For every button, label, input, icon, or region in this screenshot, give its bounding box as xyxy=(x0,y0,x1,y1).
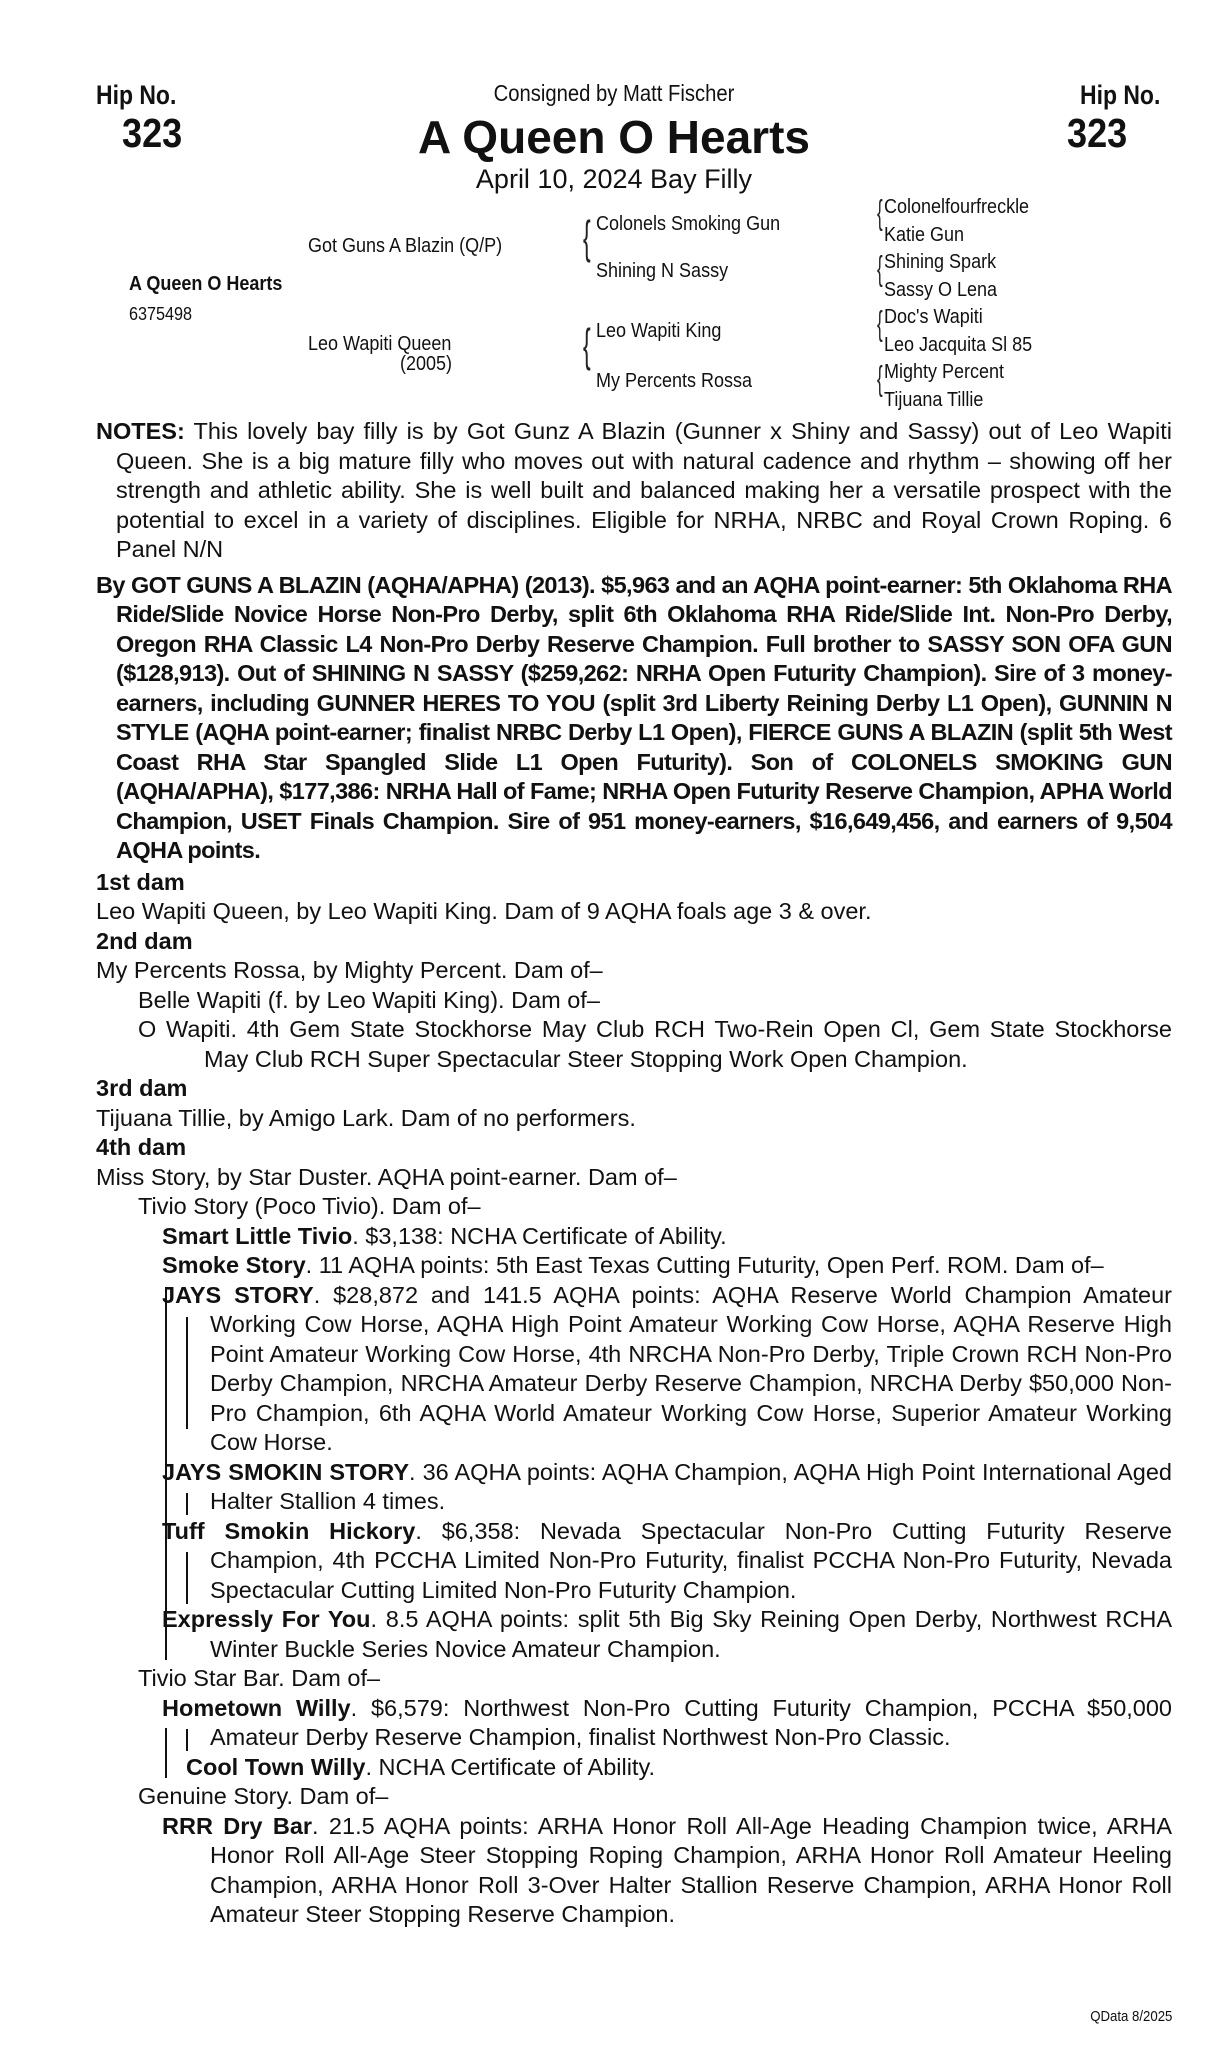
first-dam-text: Leo Wapiti Queen, by Leo Wapiti King. Dam of 9 AQHA foals age 3 & over. xyxy=(96,898,872,924)
pedigree-gen3: Tijuana Tillie xyxy=(884,389,984,411)
record-text: . 21.5 AQHA points: ARHA Honor Roll All-Age Heading Champion twice, ARHA Honor Roll All-Age Steer Stopping Roping Champion, ARHA Honor Roll Amateur Heeling Champion, ARHA Honor Roll 3-Over Halter Stallion Reserve Champion, ARHA Honor Roll Amateur Steer Stopping Reserve Champion. xyxy=(210,1812,1172,1927)
produce-rrr-dry-bar xyxy=(96,1812,1172,1930)
produce-hometown-willy xyxy=(96,1694,1172,1753)
produce-tuff-smokin-hickory xyxy=(96,1517,1172,1606)
pedigree-gen3: Sassy O Lena xyxy=(884,279,998,301)
horse-name-bold: JAYS STORY xyxy=(162,1281,314,1308)
bracket-line xyxy=(186,1317,188,1429)
smoke-story-produce xyxy=(96,1281,1172,1665)
hip-number-right: 323 xyxy=(1067,110,1128,156)
registration-number: 6375498 xyxy=(129,304,193,324)
foaling-info: April 10, 2024 Bay Filly xyxy=(475,164,753,194)
horse-name-bold: Smoke Story xyxy=(162,1252,306,1278)
horse-name-bold: Tuff Smokin Hickory xyxy=(162,1517,416,1544)
produce-smart-little-tivio xyxy=(96,1222,1172,1252)
record-text: . $6,358: Nevada Spectacular Non-Pro Cutting Futurity Reserve Champion, 4th PCCHA Limited Non-Pro Futurity, finalist PCCHA Non-Pro Futurity, Nevada Spectacular Cutting Limited Non-Pro Futurity Champion. xyxy=(210,1517,1172,1603)
record-text: . 8.5 AQHA points: split 5th Big Sky Reining Open Derby, Northwest RCHA Winter Buckle Series Novice Amateur Champion. xyxy=(210,1606,1172,1662)
pedigree-gen3: Colonelfourfreckle xyxy=(884,196,1030,218)
horse-name-bold: Hometown Willy xyxy=(162,1694,351,1721)
bracket-line xyxy=(186,1493,188,1515)
fourth-dam-heading: 4th dam xyxy=(96,1134,187,1160)
produce-genuine-story: Genuine Story. Dam of– xyxy=(138,1783,389,1809)
third-dam-heading: 3rd dam xyxy=(96,1075,188,1101)
produce-jays-smokin-story xyxy=(96,1458,1172,1517)
pedigree-sire-dam: Shining N Sassy xyxy=(596,260,729,282)
catalog-body xyxy=(96,417,1172,1930)
record-text: . 11 AQHA points: 5th East Texas Cutting Futurity, Open Perf. ROM. Dam of– xyxy=(305,1252,1104,1278)
sire-summary: By GOT GUNS A BLAZIN (AQHA/APHA) (2013). $5,963 and an AQHA point-earner: 5th Oklahoma RHA Ride/Slide Novice Horse Non-Pro Derby, split 6th Oklahoma RHA Ride/Slide Int. Non-Pro Derby, Oregon RHA Classic L4 Non-Pro Derby Reserve Champion. Full brother to SASSY SON OFA GUN ($128,913). Out of SHINING N SASSY ($259,262: NRHA Open Futurity Champion). Sire of 3 money-earners, including GUNNER HERES TO YOU (split 3rd Liberty Reining Derby L1 Open), GUNNIN N STYLE (AQHA point-earner; finalist NRBC Derby L1 Open), FIERCE GUNS A BLAZIN (split 5th West Coast RHA Star Spangled Slide L1 Open Futurity). Son of COLONELS SMOKING GUN (AQHA/APHA), $177,386: NRHA Hall of Fame; NRHA Open Futurity Reserve Champion, APHA World Champion, USET Finals Champion. Sire of 951 money-earners, $16,649,456, and earners of 9,504 AQHA points. xyxy=(96,571,1172,863)
produce-smoke-story xyxy=(96,1251,1172,1281)
brace-icon: { xyxy=(877,305,883,343)
produce-o-wapiti: O Wapiti. 4th Gem State Stockhorse May Club RCH Two-Rein Open Cl, Gem State Stockhorse May Club RCH Super Spectacular Steer Stopping Work Open Champion. xyxy=(138,1016,1172,1072)
horse-name-bold: Cool Town Willy xyxy=(186,1753,366,1780)
pedigree-dam: Leo Wapiti Queen xyxy=(308,333,452,355)
bracket-line xyxy=(186,1552,188,1604)
pedigree-gen3: Shining Spark xyxy=(884,251,997,273)
hip-label-right: Hip No. xyxy=(1080,80,1161,110)
notes-label: NOTES: xyxy=(96,418,185,444)
second-dam-heading: 2nd dam xyxy=(96,927,193,954)
produce-expressly-for-you xyxy=(96,1605,1172,1664)
hip-number-left: 323 xyxy=(122,110,183,156)
pedigree-gen3: Leo Jacquita Sl 85 xyxy=(884,334,1033,356)
tivio-star-bar-produce xyxy=(96,1694,1172,1783)
pedigree-dam-sire: Leo Wapiti King xyxy=(596,320,722,342)
third-dam-text: Tijuana Tillie, by Amigo Lark. Dam of no performers. xyxy=(96,1104,636,1131)
brace-icon: { xyxy=(583,211,591,263)
pedigree-gen3: Doc's Wapiti xyxy=(884,306,983,328)
pedigree-dam-dam: My Percents Rossa xyxy=(596,370,753,392)
consignor: Consigned by Matt Fischer xyxy=(493,80,735,106)
horse-name: A Queen O Hearts xyxy=(418,111,810,163)
pedigree-gen3: Katie Gun xyxy=(884,224,965,246)
brace-icon: { xyxy=(877,250,883,288)
horse-name-bold: JAYS SMOKIN STORY xyxy=(162,1458,410,1485)
notes-section xyxy=(96,417,1172,565)
hip-label-left: Hip No. xyxy=(96,80,177,110)
brace-icon: { xyxy=(877,194,883,232)
pedigree-sire-sire: Colonels Smoking Gun xyxy=(596,213,781,235)
brace-icon: { xyxy=(583,319,591,371)
bracket-line xyxy=(186,1729,188,1751)
record-text: . 36 AQHA points: AQHA Champion, AQHA High Point International Aged Halter Stallion 4 times. xyxy=(210,1458,1172,1514)
pedigree-gen3: Mighty Percent xyxy=(884,361,1005,383)
fourth-dam-text: Miss Story, by Star Duster. AQHA point-earner. Dam of– xyxy=(96,1163,677,1190)
produce-belle-wapiti: Belle Wapiti (f. by Leo Wapiti King). Dam of– xyxy=(138,986,600,1013)
pedigree-dam-year: (2005) xyxy=(400,353,453,375)
first-dam-heading: 1st dam xyxy=(96,868,185,895)
horse-name-bold: RRR Dry Bar xyxy=(162,1812,313,1839)
produce-jays-story xyxy=(96,1281,1172,1458)
record-text: . $3,138: NCHA Certificate of Ability. xyxy=(352,1222,727,1249)
brace-icon: { xyxy=(877,360,883,398)
produce-cool-town-willy xyxy=(96,1753,1172,1783)
record-text: . NCHA Certificate of Ability. xyxy=(365,1753,655,1780)
record-text: . $6,579: Northwest Non-Pro Cutting Futurity Champion, PCCHA $50,000 Amateur Derby Reserve Champion, finalist Northwest Non-Pro Classic. xyxy=(210,1694,1172,1750)
pedigree-subject: A Queen O Hearts xyxy=(129,273,283,295)
record-text: . $28,872 and 141.5 AQHA points: AQHA Reserve World Champion Amateur Working Cow Horse, AQHA High Point Amateur Working Cow Horse, AQHA Reserve High Point Amateur Working Cow Horse, 4th NRCHA Non-Pro Derby, Triple Crown RCH Non-Pro Derby Champion, NRCHA Amateur Derby Reserve Champion, NRCHA Derby $50,000 Non-Pro Champion, 6th AQHA World Amateur Working Cow Horse, Superior Amateur Working Cow Horse. xyxy=(210,1281,1172,1455)
data-source-footer: QData 8/2025 xyxy=(1089,2008,1172,2025)
pedigree-sire: Got Guns A Blazin (Q/P) xyxy=(308,235,503,257)
horse-name-bold: Expressly For You xyxy=(162,1606,371,1632)
second-dam-text: My Percents Rossa, by Mighty Percent. Dam of– xyxy=(96,957,603,983)
produce-tivio-star-bar: Tivio Star Bar. Dam of– xyxy=(138,1665,381,1691)
produce-tivio-story: Tivio Story (Poco Tivio). Dam of– xyxy=(138,1193,481,1219)
horse-name-bold: Smart Little Tivio xyxy=(162,1222,353,1249)
notes-text: This lovely bay filly is by Got Gunz A Blazin (Gunner x Shiny and Sassy) out of Leo Wapiti Queen. She is a big mature filly who moves out with natural cadence and rhythm – showing off her strength and athletic ability. She is well built and balanced making her a versatile prospect with the potential to excel in a variety of disciplines. Eligible for NRHA, NRBC and Royal Crown Roping. 6 Panel N/N xyxy=(116,418,1172,562)
